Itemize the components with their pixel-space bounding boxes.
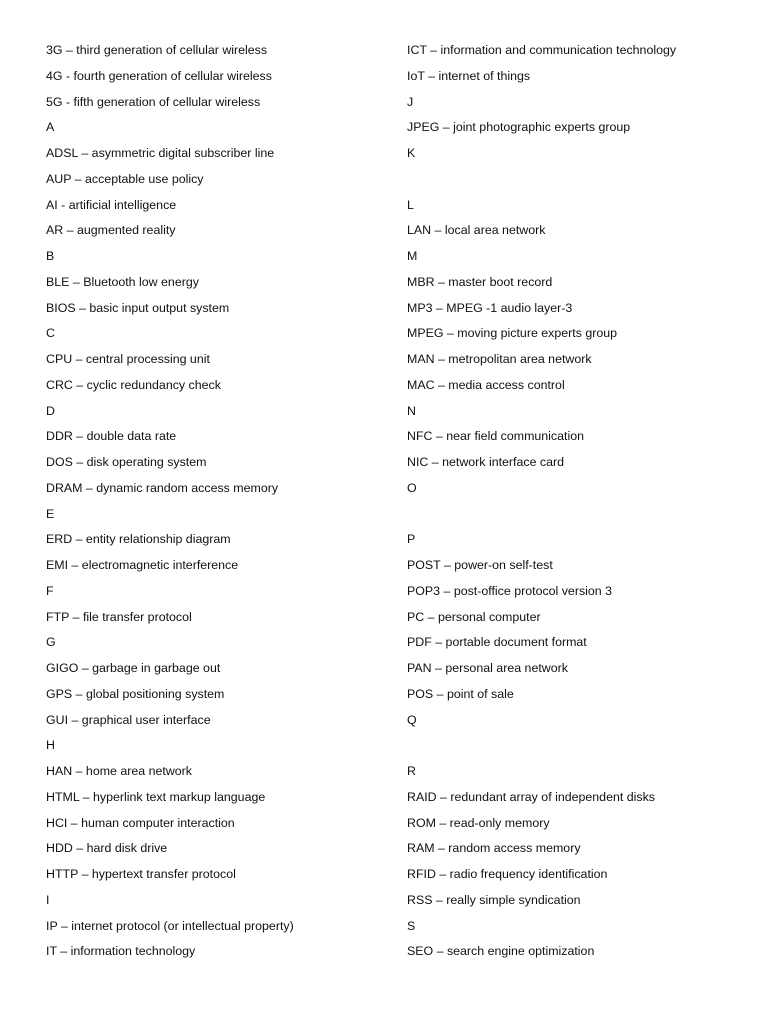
glossary-entry: AUP – acceptable use policy — [46, 171, 204, 186]
glossary-entry: MAN – metropolitan area network — [407, 352, 592, 366]
glossary-entry: HCI – human computer interaction — [46, 815, 235, 830]
section-letter: F — [46, 583, 54, 598]
blank-line — [407, 733, 737, 759]
glossary-entry: ERD – entity relationship diagram — [46, 532, 231, 547]
section-letter: M — [407, 249, 418, 263]
glossary-entry: PC – personal computer — [407, 609, 541, 624]
glossary-entry: PDF – portable document format — [407, 635, 587, 650]
section-letter: H — [46, 738, 55, 753]
glossary-entry: ADSL – asymmetric digital subscriber line — [46, 146, 275, 160]
glossary-entry: PAN – personal area network — [407, 661, 568, 675]
glossary-entry: DOS – disk operating system — [46, 455, 207, 469]
glossary-entry: RFID – radio frequency identification — [407, 867, 608, 881]
section-letter: R — [407, 764, 416, 778]
glossary-entry: IT – information technology — [46, 944, 196, 959]
glossary-entry: EMI – electromagnetic interference — [46, 558, 239, 572]
glossary-entry: HTTP – hypertext transfer protocol — [46, 867, 236, 881]
glossary-entry: MBR – master boot record — [407, 274, 553, 289]
blank-line — [407, 167, 737, 193]
glossary-entry: ROM – read-only memory — [407, 815, 550, 830]
glossary-entry: RAM – random access memory — [407, 841, 581, 856]
glossary-entry: 4G - fourth generation of cellular wireless — [46, 68, 272, 83]
glossary-entry: MAC – media access control — [407, 377, 565, 392]
section-letter: O — [407, 480, 417, 495]
glossary-entry: MP3 – MPEG -1 audio layer-3 — [407, 300, 573, 315]
glossary-entry: AI - artificial intelligence — [46, 197, 177, 212]
glossary-entry: RAID – redundant array of independent disks — [407, 789, 655, 804]
section-letter: P — [407, 532, 416, 547]
glossary-entry: BLE – Bluetooth low energy — [46, 274, 199, 289]
glossary-entry: LAN – local area network — [407, 223, 546, 238]
glossary-entry: SEO – search engine optimization — [407, 944, 595, 959]
glossary-entry: MPEG – moving picture experts group — [407, 326, 618, 341]
glossary-entry: CPU – central processing unit — [46, 352, 210, 366]
section-letter: C — [46, 326, 55, 341]
section-letter: N — [407, 403, 416, 418]
glossary-entry: 3G – third generation of cellular wireless — [46, 43, 268, 57]
glossary-entry: AR – augmented reality — [46, 223, 176, 238]
section-letter: A — [46, 120, 55, 135]
glossary-entry: 5G - fifth generation of cellular wireless — [46, 94, 261, 109]
glossary-entry: IP – internet protocol (or intellectual property) — [46, 918, 294, 933]
section-letter: L — [407, 197, 414, 212]
blank-line — [407, 502, 737, 528]
glossary-entry: NIC – network interface card — [407, 455, 565, 469]
section-letter: Q — [407, 712, 417, 727]
section-letter: B — [46, 249, 55, 263]
section-letter: G — [46, 635, 56, 650]
glossary-entry: HTML – hyperlink text markup language — [46, 789, 266, 804]
glossary-entry: BIOS – basic input output system — [46, 300, 230, 315]
right-column — [407, 38, 737, 965]
left-column — [46, 38, 376, 965]
glossary-entry: GPS – global positioning system — [46, 686, 225, 701]
glossary-entry: CRC – cyclic redundancy check — [46, 377, 221, 392]
glossary-entry: GUI – graphical user interface — [46, 712, 211, 727]
glossary-entry: GIGO – garbage in garbage out — [46, 661, 221, 675]
glossary-entry: NFC – near field communication — [407, 429, 584, 444]
glossary-entry: ICT – information and communication technology — [407, 43, 677, 57]
glossary-entry: POP3 – post-office protocol version 3 — [407, 583, 613, 598]
glossary-entry: FTP – file transfer protocol — [46, 609, 192, 624]
glossary-entry: JPEG – joint photographic experts group — [407, 120, 631, 135]
glossary-entry: POS – point of sale — [407, 686, 514, 701]
glossary-entry: RSS – really simple syndication — [407, 892, 581, 907]
glossary-entry: DRAM – dynamic random access memory — [46, 480, 279, 495]
section-letter: D — [46, 403, 55, 418]
section-letter: K — [407, 146, 416, 160]
section-letter: E — [46, 506, 55, 521]
section-letter: S — [407, 918, 416, 933]
section-letter: J — [407, 94, 414, 109]
glossary-entry: HAN – home area network — [46, 764, 193, 778]
glossary-entry: HDD – hard disk drive — [46, 841, 168, 856]
glossary-entry: IoT – internet of things — [407, 68, 531, 83]
section-letter: I — [46, 892, 50, 907]
glossary-entry: POST – power-on self-test — [407, 558, 553, 572]
glossary-entry: DDR – double data rate — [46, 429, 177, 444]
